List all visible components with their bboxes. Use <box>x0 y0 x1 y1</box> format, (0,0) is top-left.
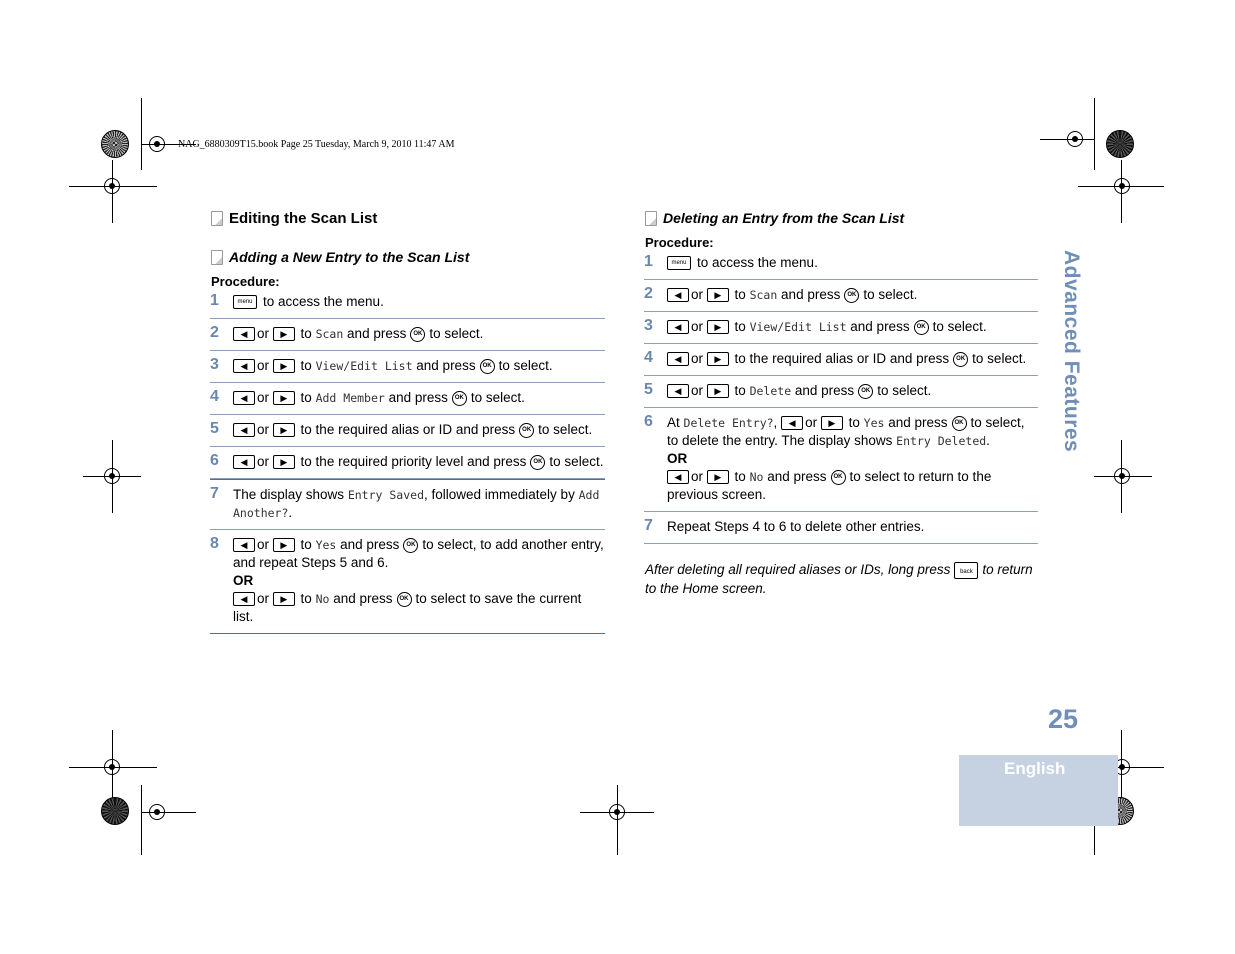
text-or: or <box>257 537 270 552</box>
right-arrow-key-icon: ▶ <box>707 352 729 366</box>
text-b: Delete <box>749 384 792 398</box>
text-f: to <box>734 469 746 484</box>
text-h: and press <box>767 469 827 484</box>
or-label: OR <box>667 451 688 466</box>
text-num: 8 <box>210 535 219 552</box>
text-d: to select. <box>932 319 987 334</box>
document-icon <box>211 250 223 265</box>
text-or: or <box>691 287 704 302</box>
left-arrow-key-icon: ◀ <box>667 320 689 334</box>
text-comma: , <box>773 415 778 430</box>
menu-key-icon: menu <box>667 256 691 270</box>
ok-key-icon: OK <box>410 327 425 342</box>
procedure-label: Procedure: <box>645 235 714 250</box>
text-g: No <box>315 592 330 606</box>
text-or: or <box>257 326 270 341</box>
ok-key-icon: OK <box>397 592 412 607</box>
text-a: to the required alias or ID and press <box>300 422 516 437</box>
text-c: to <box>848 415 860 430</box>
text-note_b: to return to the Home screen. <box>645 562 1033 596</box>
text-b: Entry Saved <box>347 488 424 502</box>
or-label: OR <box>233 573 254 588</box>
text-num: 2 <box>644 285 653 302</box>
step-1 <box>644 250 1038 280</box>
left-arrow-key-icon: ◀ <box>667 288 689 302</box>
text-c: and press <box>347 326 407 341</box>
section-side-title: Advanced Features <box>1060 250 1083 453</box>
step-5 <box>644 376 1038 408</box>
left-arrow-key-icon: ◀ <box>233 455 255 469</box>
step-3 <box>644 312 1038 344</box>
text-num: 7 <box>644 517 653 534</box>
left-arrow-key-icon: ◀ <box>667 384 689 398</box>
text-num: 2 <box>210 324 219 341</box>
text-d: to select. <box>877 383 932 398</box>
left-arrow-key-icon: ◀ <box>233 359 255 373</box>
subsection-heading <box>645 210 1038 226</box>
step-6 <box>210 447 605 479</box>
step-7 <box>644 512 1038 544</box>
ok-key-icon: OK <box>831 470 846 485</box>
text-or: or <box>691 469 704 484</box>
ok-key-icon: OK <box>530 455 545 470</box>
text-note_a: After deleting all required aliases or IDs, long press <box>645 562 951 577</box>
text-b: View/Edit List <box>315 359 413 373</box>
text-a: The display shows <box>233 487 345 502</box>
text-d: to select. <box>498 358 553 373</box>
ok-key-icon: OK <box>844 288 859 303</box>
text-num: 3 <box>210 356 219 373</box>
text-num: 4 <box>210 388 219 405</box>
left-arrow-key-icon: ◀ <box>667 352 689 366</box>
text-b: Scan <box>749 288 778 302</box>
text-or: or <box>805 415 818 430</box>
text-g: No <box>749 470 764 484</box>
text-a: to <box>300 326 312 341</box>
right-arrow-key-icon: ▶ <box>273 327 295 341</box>
text-dot: . <box>986 433 990 448</box>
step-4 <box>210 383 605 415</box>
text-subheading: Adding a New Entry to the Scan List <box>229 249 470 265</box>
text-or: or <box>257 358 270 373</box>
ok-key-icon: OK <box>858 384 873 399</box>
text-d: to select. <box>549 454 604 469</box>
text-yes: Yes <box>863 416 885 430</box>
document-icon <box>211 211 223 226</box>
ok-key-icon: OK <box>480 359 495 374</box>
text-a: to the required alias or ID and press <box>734 351 950 366</box>
step-7 <box>210 479 605 530</box>
step-4 <box>644 344 1038 376</box>
right-arrow-key-icon: ▶ <box>707 384 729 398</box>
print-header: NAG_6880309T15.book Page 25 Tuesday, March 9, 2010 11:47 AM <box>178 139 455 150</box>
right-arrow-key-icon: ▶ <box>707 320 729 334</box>
text-b: View/Edit List <box>749 320 847 334</box>
procedure-label: Procedure: <box>211 274 280 289</box>
text-a: to <box>300 358 312 373</box>
step-2 <box>210 319 605 351</box>
text-a: to <box>734 319 746 334</box>
text-e: . <box>288 505 293 520</box>
text-subheading: Deleting an Entry from the Scan List <box>663 210 905 226</box>
text-d: to select, to delete the entry. The display shows <box>667 415 1025 448</box>
text-c: and press <box>340 537 400 552</box>
text-a: to <box>734 383 746 398</box>
text-a: to <box>300 537 312 552</box>
text-text: to access the menu. <box>263 294 384 309</box>
step-list <box>644 250 1038 544</box>
step-3 <box>210 351 605 383</box>
text-b: Add Member <box>315 391 385 405</box>
text-or: or <box>691 319 704 334</box>
text-num: 3 <box>644 317 653 334</box>
step-1 <box>210 289 605 319</box>
text-c: and press <box>794 383 855 398</box>
right-arrow-key-icon: ▶ <box>273 359 295 373</box>
text-num: 5 <box>210 420 219 437</box>
text-c: and press <box>388 390 448 405</box>
text-h: and press <box>333 591 393 606</box>
text-c: and press <box>781 287 841 302</box>
text-text: to access the menu. <box>697 255 818 270</box>
step-list <box>210 289 605 634</box>
text-b: Delete Entry? <box>683 416 774 430</box>
right-arrow-key-icon: ▶ <box>273 423 295 437</box>
subsection-heading <box>211 249 605 265</box>
text-b: Scan <box>315 327 344 341</box>
text-d: to select, to add another entry, and repeat Steps 5 and 6. <box>233 537 604 570</box>
text-f: to <box>300 591 312 606</box>
right-arrow-key-icon: ▶ <box>273 592 295 606</box>
language-tab <box>959 755 1118 826</box>
text-e: Entry Deleted <box>896 434 987 448</box>
text-c: and press <box>416 358 476 373</box>
note <box>645 560 1038 598</box>
right-arrow-key-icon: ▶ <box>273 538 295 552</box>
text-c: , followed immediately by <box>424 487 575 502</box>
section-heading <box>211 210 605 227</box>
ok-key-icon: OK <box>519 423 534 438</box>
text-num: 1 <box>210 292 219 309</box>
right-arrow-key-icon: ▶ <box>707 288 729 302</box>
text-d: Add Another? <box>233 488 600 520</box>
text-or: or <box>257 390 270 405</box>
text-num: 4 <box>644 349 653 366</box>
text-num: 1 <box>644 253 653 270</box>
text-c: and press <box>850 319 910 334</box>
text-d: to select. <box>972 351 1027 366</box>
left-arrow-key-icon: ◀ <box>233 538 255 552</box>
text-heading: Editing the Scan List <box>229 210 378 227</box>
text-a: to <box>300 390 312 405</box>
text-or: or <box>691 351 704 366</box>
right-column <box>645 210 1038 598</box>
step-2 <box>644 280 1038 312</box>
ok-key-icon: OK <box>914 320 929 335</box>
text-a: to <box>734 287 746 302</box>
right-arrow-key-icon: ▶ <box>707 470 729 484</box>
text-at: At <box>667 415 680 430</box>
right-arrow-key-icon: ▶ <box>821 416 843 430</box>
text-num: 5 <box>644 381 653 398</box>
left-arrow-key-icon: ◀ <box>233 592 255 606</box>
text-b: Yes <box>315 538 337 552</box>
text-or: or <box>691 383 704 398</box>
text-or: or <box>257 422 270 437</box>
ok-key-icon: OK <box>452 391 467 406</box>
text-num: 7 <box>210 485 219 502</box>
left-column <box>211 210 605 634</box>
text-or: or <box>257 454 270 469</box>
text-or: or <box>257 591 270 606</box>
left-arrow-key-icon: ◀ <box>233 391 255 405</box>
text-i: to select to return to the previous screen. <box>667 469 992 502</box>
back-key-icon: back <box>954 562 978 579</box>
text-d: to select. <box>538 422 593 437</box>
text-d: to select. <box>863 287 918 302</box>
menu-key-icon: menu <box>233 295 257 309</box>
left-arrow-key-icon: ◀ <box>667 470 689 484</box>
left-arrow-key-icon: ◀ <box>233 423 255 437</box>
text-num: 6 <box>210 452 219 469</box>
text-a: to the required priority level and press <box>300 454 527 469</box>
ok-key-icon: OK <box>403 538 418 553</box>
text-d: to select. <box>470 390 525 405</box>
right-arrow-key-icon: ▶ <box>273 391 295 405</box>
step-5 <box>210 415 605 447</box>
text-press: and press <box>888 415 948 430</box>
text-num: 6 <box>644 413 653 430</box>
language-label: English <box>1004 759 1066 778</box>
step-6 <box>644 408 1038 512</box>
right-arrow-key-icon: ▶ <box>273 455 295 469</box>
ok-key-icon: OK <box>952 416 967 431</box>
document-icon <box>645 211 657 226</box>
ok-key-icon: OK <box>953 352 968 367</box>
left-arrow-key-icon: ◀ <box>233 327 255 341</box>
text-i: to select to save the current list. <box>233 591 582 624</box>
page-number: 25 <box>1048 704 1079 734</box>
step-8 <box>210 530 605 634</box>
left-arrow-key-icon: ◀ <box>781 416 803 430</box>
text-d: to select. <box>429 326 484 341</box>
text-text: Repeat Steps 4 to 6 to delete other entries. <box>667 519 925 534</box>
